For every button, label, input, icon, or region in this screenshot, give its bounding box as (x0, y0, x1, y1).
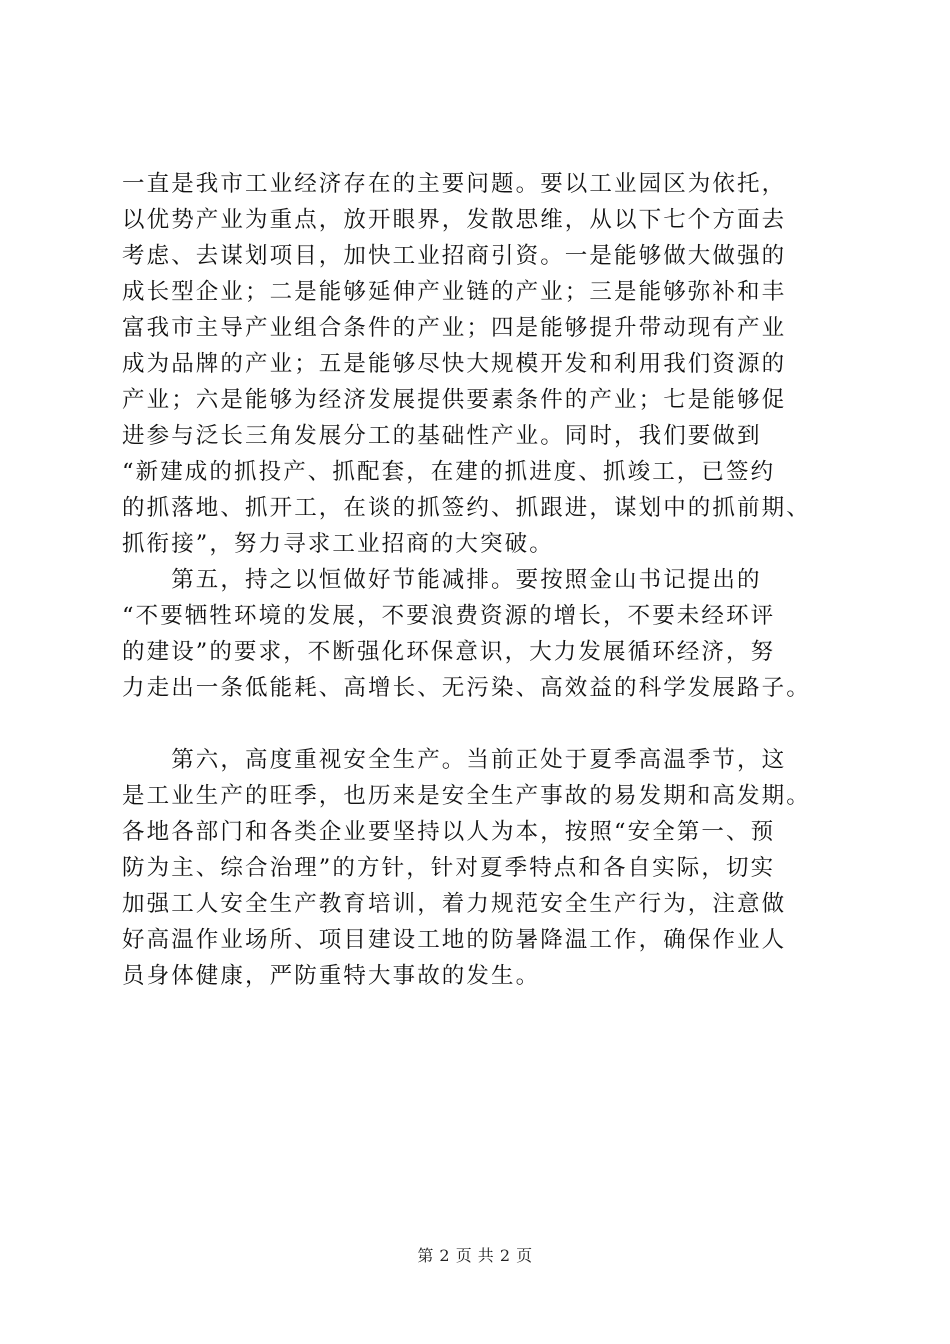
text-line: 第六，高度重视安全生产。当前正处于夏季高温季节，这 (122, 747, 787, 773)
text-line: 第五，持之以恒做好节能减排。要按照金山书记提出的 (122, 567, 762, 593)
text-line: 的抓落地、抓开工，在谈的抓签约、抓跟进，谋划中的抓前期、 (122, 495, 811, 521)
text-line: 产业；六是能够为经济发展提供要素条件的产业；七是能够促 (122, 387, 787, 413)
page-number-footer: 第 2 页 共 2 页 (417, 1246, 533, 1265)
text-line: “不要牺牲环境的发展，不要浪费资源的增长，不要未经环评 (122, 603, 776, 629)
text-line: 一直是我市工业经济存在的主要问题。要以工业园区为依托， (122, 171, 787, 197)
paragraph-safety-production (122, 742, 842, 994)
text-line: 的建设”的要求，不断强化环保意识，大力发展循环经济，努 (122, 639, 776, 665)
paragraph-energy-saving (122, 562, 842, 706)
text-line: 富我市主导产业组合条件的产业；四是能够提升带动现有产业 (122, 315, 787, 341)
text-line: 好高温作业场所、项目建设工地的防暑降温工作，确保作业人 (122, 927, 787, 953)
text-line: 加强工人安全生产教育培训，着力规范安全生产行为，注意做 (122, 891, 787, 917)
text-line: 员身体健康，严防重特大事故的发生。 (122, 963, 541, 989)
text-line: 成长型企业；二是能够延伸产业链的产业；三是能够弥补和丰 (122, 279, 787, 305)
text-line: “新建成的抓投产、抓配套，在建的抓进度、抓竣工，已签约 (122, 459, 776, 485)
text-line: 考虑、去谋划项目，加快工业招商引资。一是能够做大做强的 (122, 243, 787, 269)
text-line: 力走出一条低能耗、高增长、无污染、高效益的科学发展路子。 (122, 675, 811, 701)
text-line: 各地各部门和各类企业要坚持以人为本，按照“安全第一、预 (122, 819, 776, 845)
text-line: 成为品牌的产业；五是能够尽快大规模开发和利用我们资源的 (122, 351, 787, 377)
text-line: 是工业生产的旺季，也历来是安全生产事故的易发期和高发期。 (122, 783, 811, 809)
text-line: 以优势产业为重点，放开眼界，发散思维，从以下七个方面去 (122, 207, 787, 233)
document-body (122, 166, 842, 994)
text-line: 防为主、综合治理”的方针，针对夏季特点和各自实际，切实 (122, 855, 776, 881)
paragraph-industrial-investment (122, 166, 842, 562)
text-line: 进参与泛长三角发展分工的基础性产业。同时，我们要做到 (122, 423, 762, 449)
paragraph-spacer (122, 706, 842, 742)
text-line: 抓衔接”，努力寻求工业招商的大突破。 (122, 531, 554, 557)
